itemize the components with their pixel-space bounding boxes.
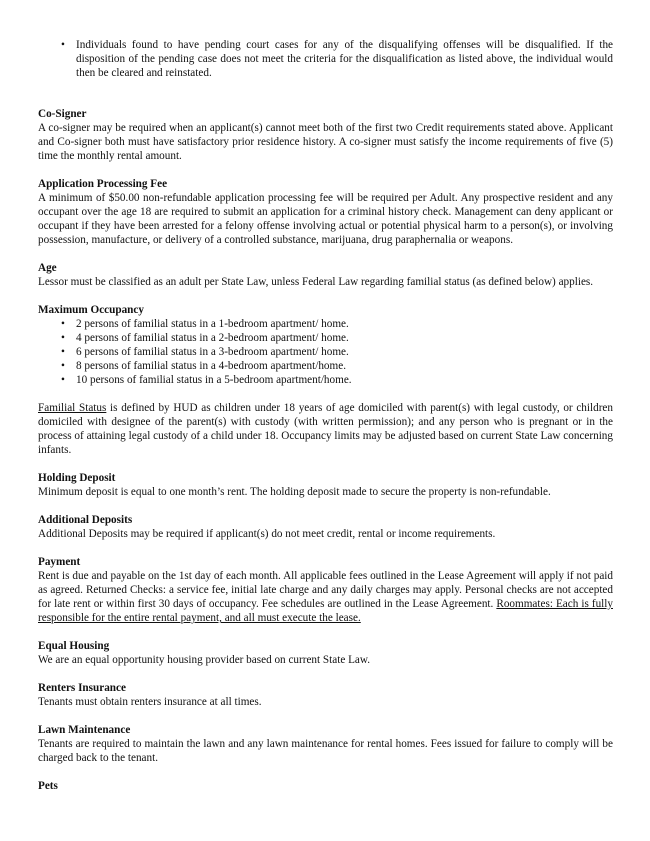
equal-housing-heading: Equal Housing [38, 640, 110, 652]
application-fee-section [38, 177, 613, 247]
equal-housing-body: We are an equal opportunity housing provider based on current State Law. [38, 654, 371, 666]
pets-heading: Pets [38, 780, 58, 792]
familial-status-section [38, 401, 613, 457]
list-item [38, 38, 613, 80]
list-item [38, 345, 613, 359]
familial-status-term: Familial Status [38, 402, 107, 414]
bullet-icon: • [61, 346, 65, 358]
payment-section [38, 555, 613, 625]
age-body: Lessor must be classified as an adult per State Law, unless Federal Law regarding familial status (as defined below) applies. [38, 276, 594, 288]
occupancy-item-text: 6 persons of familial status in a 3-bedroom apartment/ home. [76, 346, 349, 358]
intro-bullet-text: Individuals found to have pending court cases for any of the disqualifying offenses will be disqualified. If the disposition of the pending case does not meet the criteria for the disqualification as listed above, the individual would then be cleared and reinstated. [76, 39, 613, 79]
additional-deposits-body: Additional Deposits may be required if applicant(s) do not meet credit, rental or income requirements. [38, 528, 496, 540]
cosigner-section [38, 107, 613, 163]
occupancy-item-text: 8 persons of familial status in a 4-bedroom apartment/home. [76, 360, 346, 372]
bullet-icon: • [61, 318, 65, 330]
bullet-icon: • [61, 360, 65, 372]
renters-insurance-section [38, 681, 613, 709]
additional-deposits-heading: Additional Deposits [38, 514, 133, 526]
age-section [38, 261, 613, 289]
holding-deposit-section [38, 471, 613, 499]
max-occupancy-heading: Maximum Occupancy [38, 304, 144, 316]
payment-body: Rent is due and payable on the 1st day of each month. All applicable fees outlined in the Lease Agreement will apply if not paid as agreed. Returned Checks: a service fee, initial late charge and any daily charges may apply. Personal checks are not accepted for late rent or within first 30 days of occupancy. Fee schedules are outlined in the Lease Agreement. [38, 570, 613, 610]
renters-insurance-body: Tenants must obtain renters insurance at all times. [38, 696, 262, 708]
list-item [38, 331, 613, 345]
age-heading: Age [38, 262, 57, 274]
holding-deposit-heading: Holding Deposit [38, 472, 116, 484]
occupancy-list [38, 317, 613, 387]
max-occupancy-section [38, 303, 613, 387]
bullet-icon: • [61, 374, 65, 386]
cosigner-body: A co-signer may be required when an applicant(s) cannot meet both of the first two Credit requirements stated above. Applicant and Co-signer both must have satisfactory prior residence history. A co-signer must satisfy the income requirements of five (5) time the monthly rental amount. [38, 122, 613, 162]
list-item [38, 373, 613, 387]
familial-status-paragraph [38, 401, 613, 457]
familial-status-body: is defined by HUD as children under 18 years of age domiciled with parent(s) with legal custody, or children domiciled with designee of the parent(s) with custody (with written permission); and any person who is pregnant or in the process of attaining legal custody of a child under 18. Occupancy limits may be adjusted based on current State Law concerning infants. [38, 402, 613, 456]
occupancy-item-text: 4 persons of familial status in a 2-bedroom apartment/ home. [76, 332, 349, 344]
lawn-maintenance-heading: Lawn Maintenance [38, 724, 131, 736]
payment-heading: Payment [38, 556, 81, 568]
intro-bullet-list [38, 38, 613, 80]
document-content [38, 38, 613, 793]
bullet-icon: • [61, 332, 65, 344]
application-fee-heading: Application Processing Fee [38, 178, 168, 190]
list-item [38, 359, 613, 373]
payment-paragraph [38, 569, 613, 625]
holding-deposit-body: Minimum deposit is equal to one month’s rent. The holding deposit made to secure the property is non-refundable. [38, 486, 551, 498]
bullet-icon: • [61, 39, 65, 51]
equal-housing-section [38, 639, 613, 667]
occupancy-item-text: 2 persons of familial status in a 1-bedroom apartment/ home. [76, 318, 349, 330]
application-fee-body: A minimum of $50.00 non-refundable application processing fee will be required per Adult. Any prospective resident and any occupant over the age 18 are required to submit an application for a criminal history check. Management can deny applicant or occupant if they have been arrested for a felony offense involving actual or potential physical harm to a person(s), or involving possession, manufacture, or delivery of a controlled substance, marijuana, drug paraphernalia or weapons. [38, 192, 613, 246]
lawn-maintenance-section [38, 723, 613, 765]
list-item [38, 317, 613, 331]
lawn-maintenance-body: Tenants are required to maintain the lawn and any lawn maintenance for rental homes. Fees issued for failure to comply will be charged back to the tenant. [38, 738, 613, 764]
roommates-clause: Roommates: Each is fully responsible for the entire rental payment, and all must execute the lease. [38, 598, 613, 624]
pets-section [38, 779, 613, 793]
occupancy-item-text: 10 persons of familial status in a 5-bedroom apartment/home. [76, 374, 352, 386]
cosigner-heading: Co-Signer [38, 108, 87, 120]
additional-deposits-section [38, 513, 613, 541]
renters-insurance-heading: Renters Insurance [38, 682, 126, 694]
